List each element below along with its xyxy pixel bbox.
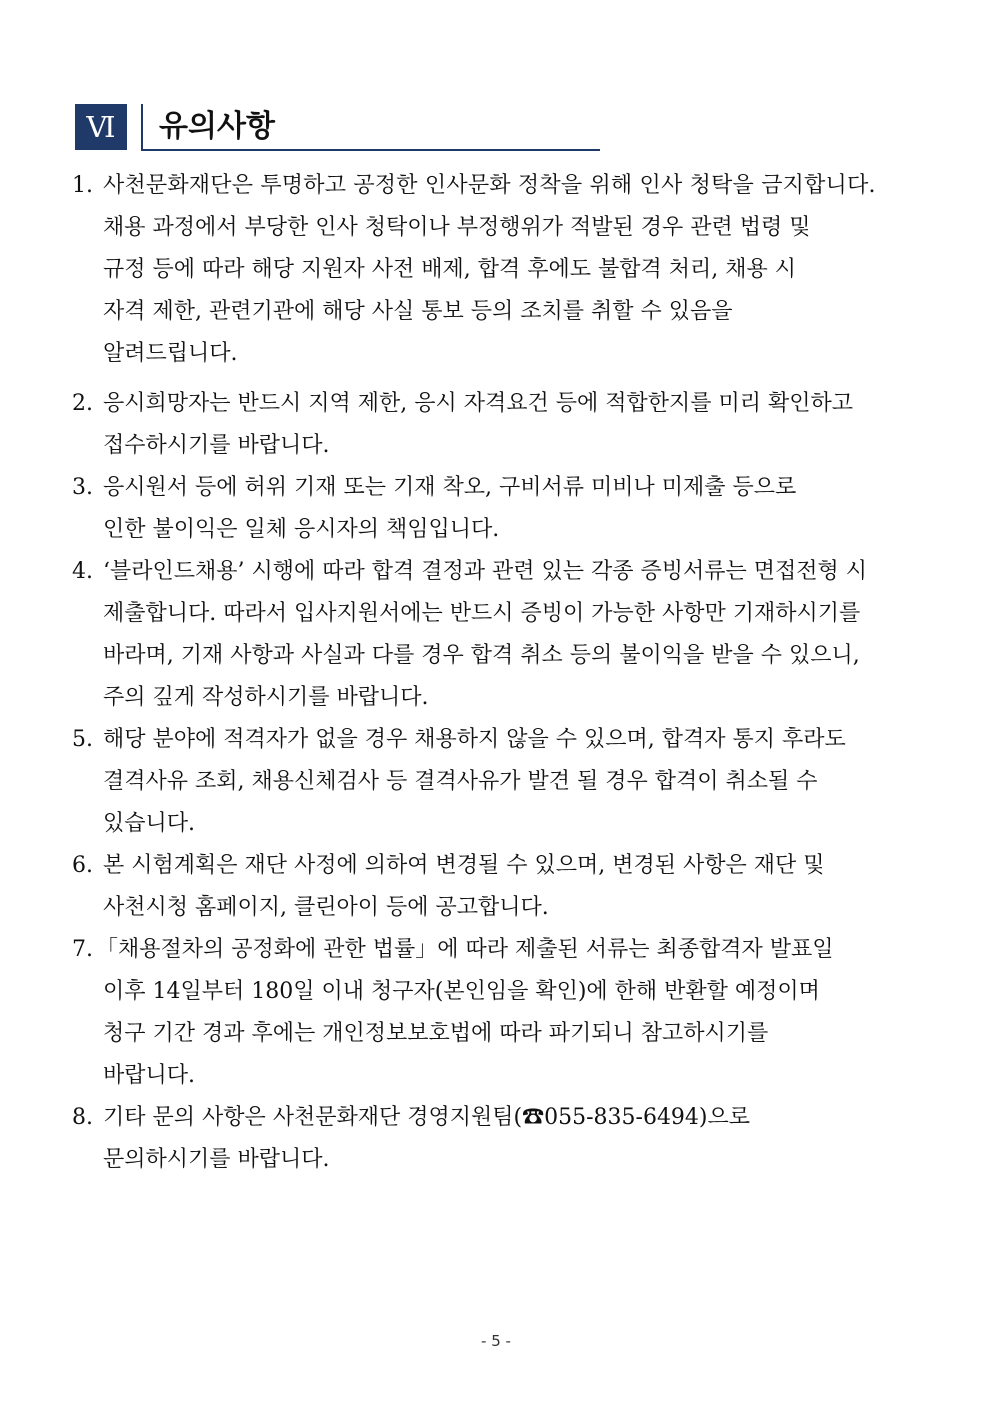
section-number-badge: Ⅵ — [75, 104, 127, 150]
section-title: 유의사항 — [159, 109, 275, 144]
item-text: 기타 문의 사항은 사천문화재단 경영지원팀(☎055-835-6494)으로 — [103, 1105, 751, 1130]
item-text: 바랍니다. — [103, 1063, 196, 1088]
item-text: 있습니다. — [103, 811, 196, 836]
item-number: 1. — [72, 173, 93, 198]
item-text: 응시원서 등에 허위 기재 또는 기재 착오, 구비서류 미비나 미제출 등으로 — [103, 475, 797, 500]
item-text: ‘블라인드채용’ 시행에 따라 합격 결정과 관련 있는 각종 증빙서류는 면접전형 시 — [103, 559, 867, 584]
item-text: 청구 기간 경과 후에는 개인정보보호법에 따라 파기되니 참고하시기를 — [103, 1021, 769, 1046]
item-number: 3. — [72, 475, 93, 500]
item-text: 이후 14일부터 180일 이내 청구자(본인임을 확인)에 한해 반환할 예정이며 — [103, 979, 820, 1004]
item-number: 8. — [72, 1105, 93, 1130]
item-text: 채용 과정에서 부당한 인사 청탁이나 부정행위가 적발된 경우 관련 법령 및 — [103, 215, 811, 240]
section-heading — [75, 104, 600, 152]
item-text: 자격 제한, 관련기관에 해당 사실 통보 등의 조치를 취할 수 있음을 — [103, 299, 733, 324]
item-text: 사천문화재단은 투명하고 공정한 인사문화 정착을 위해 인사 청탁을 금지합니다. — [103, 173, 876, 198]
item-number: 7. — [72, 937, 93, 962]
item-text: 바라며, 기재 사항과 사실과 다를 경우 합격 취소 등의 불이익을 받을 수 있으니, — [103, 643, 860, 668]
item-number: 5. — [72, 727, 93, 752]
item-text: 응시희망자는 반드시 지역 제한, 응시 자격요건 등에 적합한지를 미리 확인하고 — [103, 391, 853, 416]
item-text: 주의 깊게 작성하시기를 바랍니다. — [103, 685, 429, 710]
item-number: 2. — [72, 391, 93, 416]
item-text: 본 시험계획은 재단 사정에 의하여 변경될 수 있으며, 변경된 사항은 재단 및 — [103, 853, 825, 878]
item-text: 인한 불이익은 일체 응시자의 책임입니다. — [103, 517, 500, 542]
page-number: - 5 - — [481, 1332, 511, 1350]
item-text: 사천시청 홈페이지, 클린아이 등에 공고합니다. — [103, 895, 549, 920]
item-text: 알려드립니다. — [103, 341, 238, 366]
item-text: 접수하시기를 바랍니다. — [103, 433, 330, 458]
item-text: 문의하시기를 바랍니다. — [103, 1147, 330, 1172]
item-text: 결격사유 조회, 채용신체검사 등 결격사유가 발견 될 경우 합격이 취소될 수 — [103, 769, 818, 794]
item-text: 해당 분야에 적격자가 없을 경우 채용하지 않을 수 있으며, 합격자 통지 후라도 — [103, 727, 846, 752]
item-text: 제출합니다. 따라서 입사지원서에는 반드시 증빙이 가능한 사항만 기재하시기를 — [103, 601, 861, 626]
item-number: 4. — [72, 559, 93, 584]
item-text: 규정 등에 따라 해당 지원자 사전 배제, 합격 후에도 불합격 처리, 채용 시 — [103, 257, 796, 282]
heading-underline — [141, 149, 600, 151]
heading-divider — [141, 104, 143, 150]
item-number: 6. — [72, 853, 93, 878]
item-text: 「채용절차의 공정화에 관한 법률」에 따라 제출된 서류는 최종합격자 발표일 — [96, 937, 834, 962]
